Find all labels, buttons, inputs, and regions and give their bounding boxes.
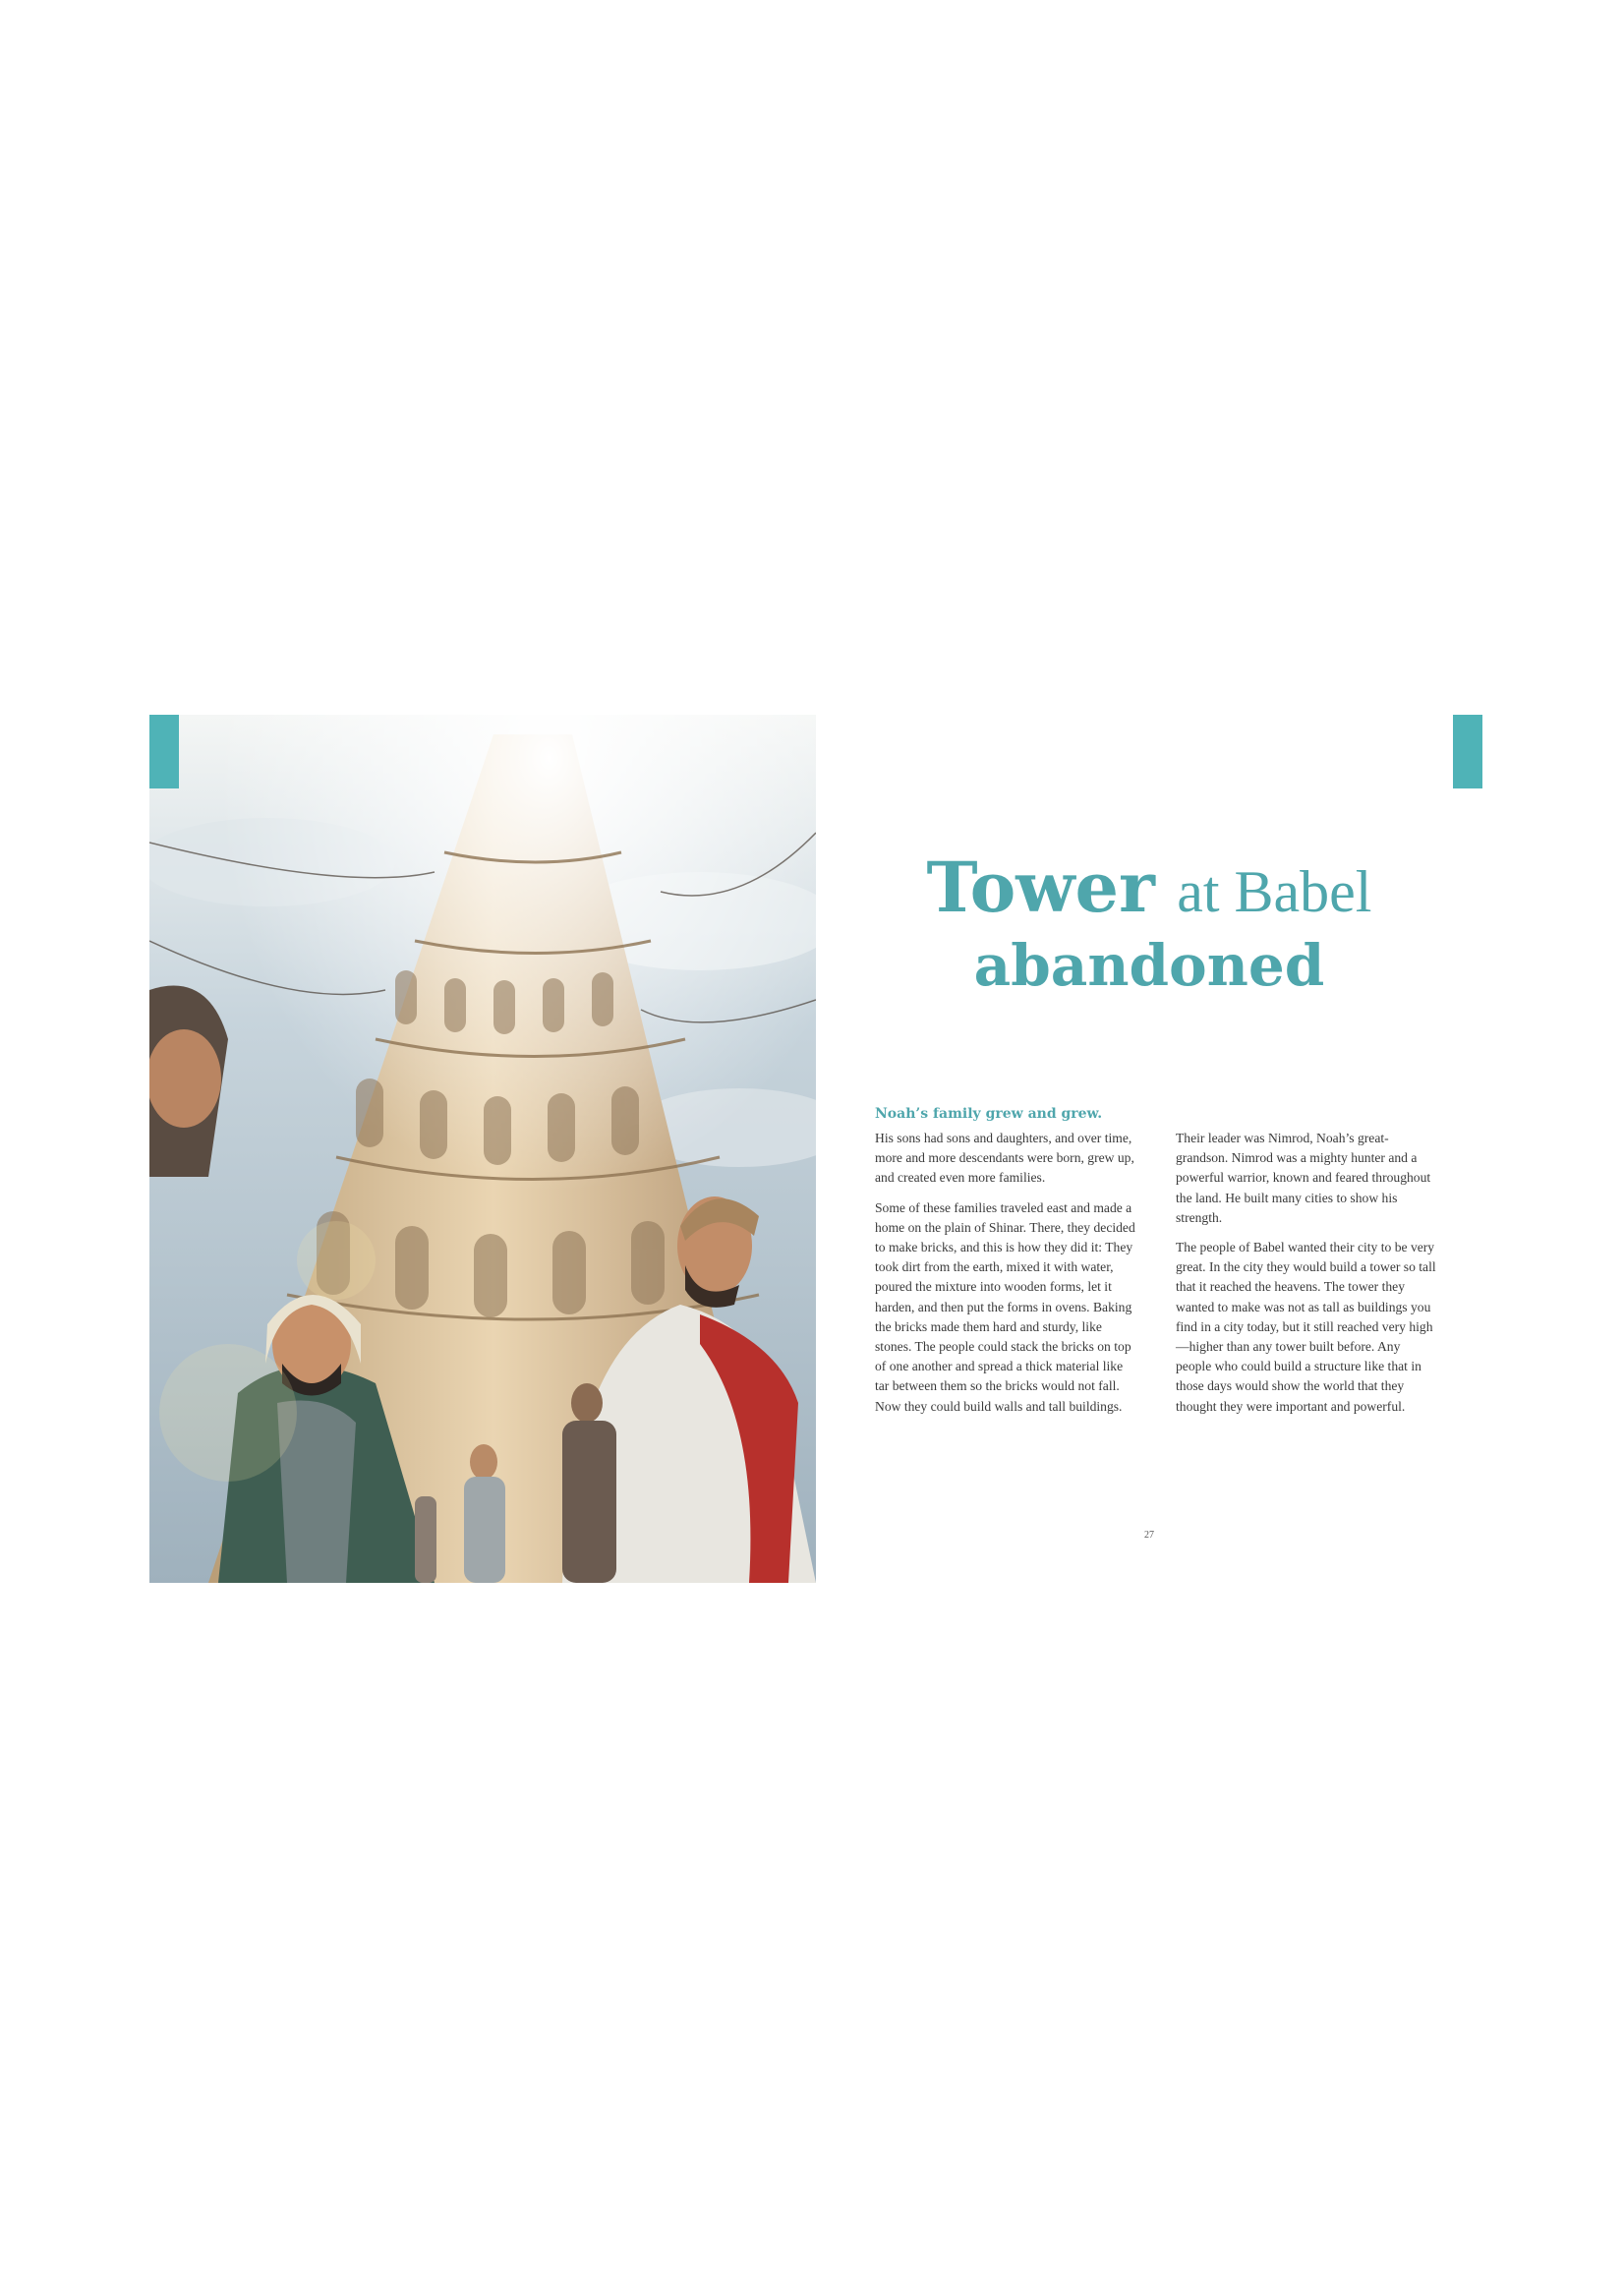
page-title-line2: abandoned (973, 932, 1325, 999)
text-column-1 (875, 1103, 1136, 1427)
title-word-tower: Tower (926, 846, 1155, 928)
tower-of-babel-illustration (149, 715, 816, 1583)
text-column-2 (1176, 1129, 1437, 1427)
page-number: 27 (1144, 1530, 1154, 1541)
right-page-tab (1453, 715, 1482, 788)
left-page-tab (149, 715, 179, 788)
paragraph: His sons had sons and daughters, and over time, more and more descendants were born, grew up, and created even more families. (875, 1131, 1134, 1186)
paragraph: Some of these families traveled east and made a home on the plain of Shinar. There, they decided to make bricks, and this is how they did it: They took dirt from the earth, mixed it with water, poured the mixture into wooden forms, let it harden, and then put the forms in ovens. Baking the bricks made them hard and sturdy, like stones. The people could stack the bricks on top of one another and spread a thick material like tar between them so the bricks would not fall. Now they could build walls and tall buildings. (875, 1199, 1135, 1414)
page-title (816, 848, 1482, 931)
paragraph: The people of Babel wanted their city to be very great. In the city they would build a tower so tall that it reached the heavens. The tower they wanted to make was not as tall as buildings you find in a city today, but it still reached very high—higher than any tower built before. Any people who could build a structure like that in those days would show the world that they thought they were important and powerful. (1176, 1240, 1436, 1414)
paragraph: Their leader was Nimrod, Noah’s great-grandson. Nimrod was a mighty hunter and a powerful warrior, known and feared throughout the land. He built many cities to show his strength. (1176, 1131, 1431, 1225)
section-subhead: Noah’s family grew and grew. (875, 1106, 1103, 1122)
title-word-at-babel: at Babel (1177, 859, 1372, 924)
book-spread (149, 715, 1482, 1583)
illustration-page (149, 715, 816, 1583)
text-page (816, 715, 1482, 1583)
